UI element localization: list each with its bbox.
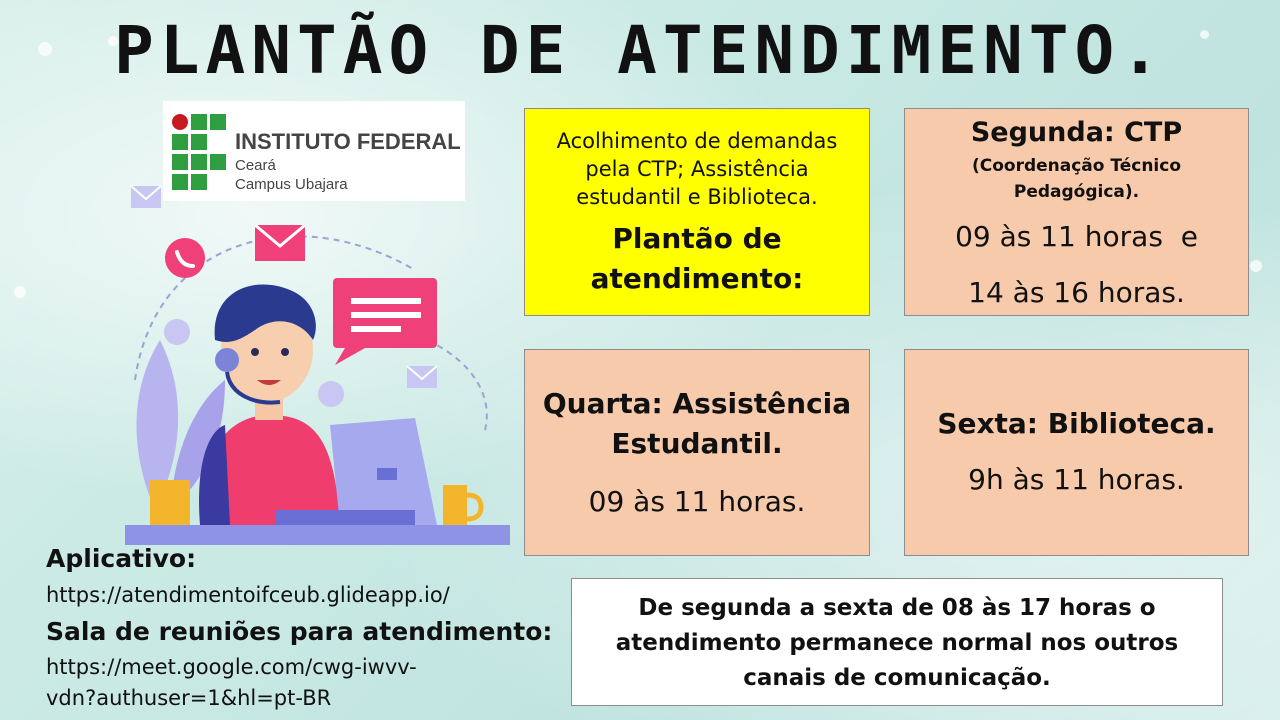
meeting-link-line2[interactable]: vdn?authuser=1&hl=pt-BR (46, 686, 332, 710)
meeting-link-line1[interactable]: https://meet.google.com/cwg-iwvv- (46, 655, 417, 679)
wednesday-schedule-box (524, 349, 870, 556)
logo-state: Ceará (235, 157, 276, 174)
monday-heading: Segunda: CTP (970, 117, 1183, 148)
monday-subtitle: (Coordenação Técnico Pedagógica). (971, 156, 1182, 202)
monday-hours-1: 09 às 11 horas e (955, 220, 1198, 253)
general-hours-text: De segunda a sexta de 08 às 17 horas o atendimento permanece normal nos outros canais de comunicação. (615, 595, 1179, 691)
wednesday-heading: Quarta: Assistência Estudantil. (542, 387, 852, 460)
logo-campus: Campus Ubajara (235, 176, 348, 193)
app-label: Aplicativo: (46, 544, 197, 573)
monday-schedule-box (904, 108, 1249, 316)
phone-icon (165, 238, 205, 278)
app-link[interactable]: https://atendimentoifceub.glideapp.io/ (46, 583, 450, 607)
monday-hours-2: 14 às 16 horas. (968, 276, 1185, 309)
service-description-box (524, 108, 870, 316)
general-hours-note (571, 578, 1223, 706)
meeting-label: Sala de reuniões para atendimento: (46, 617, 553, 646)
service-heading: Plantão de atendimento: (590, 222, 804, 295)
logo-name: INSTITUTO FEDERAL (235, 129, 461, 154)
service-description: Acolhimento de demandas pela CTP; Assistência estudantil e Biblioteca. (556, 129, 838, 209)
support-agent-illustration (115, 180, 520, 545)
wednesday-hours: 09 às 11 horas. (588, 485, 806, 518)
friday-schedule-box (904, 349, 1249, 556)
friday-heading: Sexta: Biblioteca. (937, 407, 1216, 440)
friday-hours: 9h às 11 horas. (968, 463, 1185, 496)
page-title: PLANTÃO DE ATENDIMENTO. (114, 12, 1166, 89)
